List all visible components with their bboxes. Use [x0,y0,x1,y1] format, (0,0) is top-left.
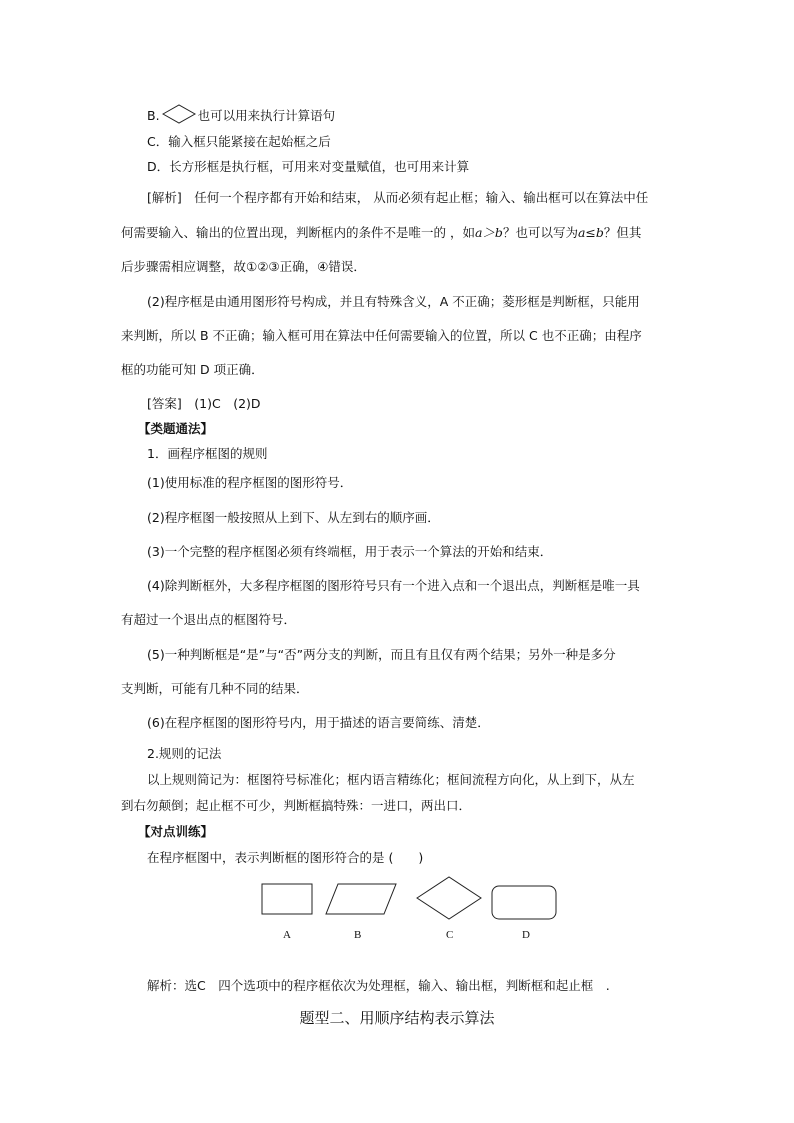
rule-6: (6)在程序框图的图形符号内，用于描述的语言要简练、清楚． [147,715,490,730]
process-box-shape [262,884,312,914]
math-expr-a-le-b: a≤b [577,225,604,240]
diamond-icon [162,104,196,124]
parallelogram-shape [326,884,396,914]
option-b-line [147,104,707,125]
memo-title: 2.规则的记法 [147,746,222,761]
math-expr-a-gt-b: a＞b [474,225,503,240]
rule-4-line-1: (4)除判断框外，大多程序框图的图形符号只有一个进入点和一个退出点，判断框是唯一具 [147,578,640,593]
analysis-2-line-2: 来判断，所以 B 不正确；输入框可用在算法中任何需要输入的位置，所以 C 也不正确；由程序 [121,328,642,343]
section-title: 题型二、用顺序结构表示算法 [299,1009,495,1027]
analysis-1-line-1: [解析] 任何一个程序都有开始和结束， 从而必须有起止框；输入、输出框可以在算法中任 [147,190,649,205]
rounded-rectangle-shape [492,886,556,919]
rule-title: 1．画程序框图的规则 [147,446,268,461]
rule-5-line-1: (5)一种判断框是“是”与“否”两分支的判断，而且有且仅有两个结果；另外一种是多分 [147,647,616,662]
memo-line-2: 到右勿颠倒；起止框不可少，判断框搞特殊：一进口，两出口． [121,798,472,813]
option-label-c: C [446,929,454,941]
analysis-1-text-a: 何需要输入、输出的位置出现，判断框内的条件不是唯一的 ，如 [121,225,475,240]
rule-2: (2)程序框图一般按照从上到下、从左到右的顺序画． [147,510,440,525]
option-label-d: D [522,929,530,941]
analysis-1-text-b: ？也可以写为 [502,225,578,240]
rule-1: (1)使用标准的程序框图的图形符号． [147,475,353,490]
rule-5-line-2: 支判断，可能有几种不同的结果． [121,681,309,696]
lei-ti-tong-fa-heading: 【类题通法】 [138,421,214,436]
option-label-a: A [283,929,291,941]
answer-line: [答案] (1)C (2)D [147,396,261,411]
analysis-2-line-1: (2)程序框是由通用图形符号构成，并且有特殊含义，A 不正确；菱形框是判断框，只能用 [147,294,640,309]
memo-line-1: 以上规则简记为：框图符号标准化；框内语言精练化；框间流程方向化，从上到下，从左 [147,772,635,787]
analysis-2-line-3: 框的功能可知 D 项正确． [121,362,264,377]
rule-4-line-2: 有超过一个退出点的框图符号． [121,612,297,627]
question-line: 在程序框图中，表示判断框的图形符合的是 ( ) [147,850,424,865]
diamond-shape [417,877,481,919]
option-label-b: B [354,929,362,941]
dui-dian-xun-lian-heading: 【对点训练】 [138,824,214,839]
option-b-prefix: B. [147,108,160,123]
option-c-line: C．输入框只能紧接在起始框之后 [147,134,331,149]
option-d-line: D．长方形框是执行框，可用来对变量赋值，也可用来计算 [147,159,470,174]
analysis-1-line-3: 后步骤需相应调整，故①②③正确，④错误． [121,259,366,274]
exercise-analysis-line: 解析：选C 四个选项中的程序框依次为处理框，输入、输出框，判断框和起止框 . [147,978,610,993]
analysis-1-line-2 [121,224,681,242]
rule-3: (3)一个完整的程序框图必须有终端框，用于表示一个算法的开始和结束． [147,544,553,559]
option-b-text: 也可以用来执行计算语句 [197,108,336,123]
analysis-1-text-c: ？但其 [603,225,642,240]
